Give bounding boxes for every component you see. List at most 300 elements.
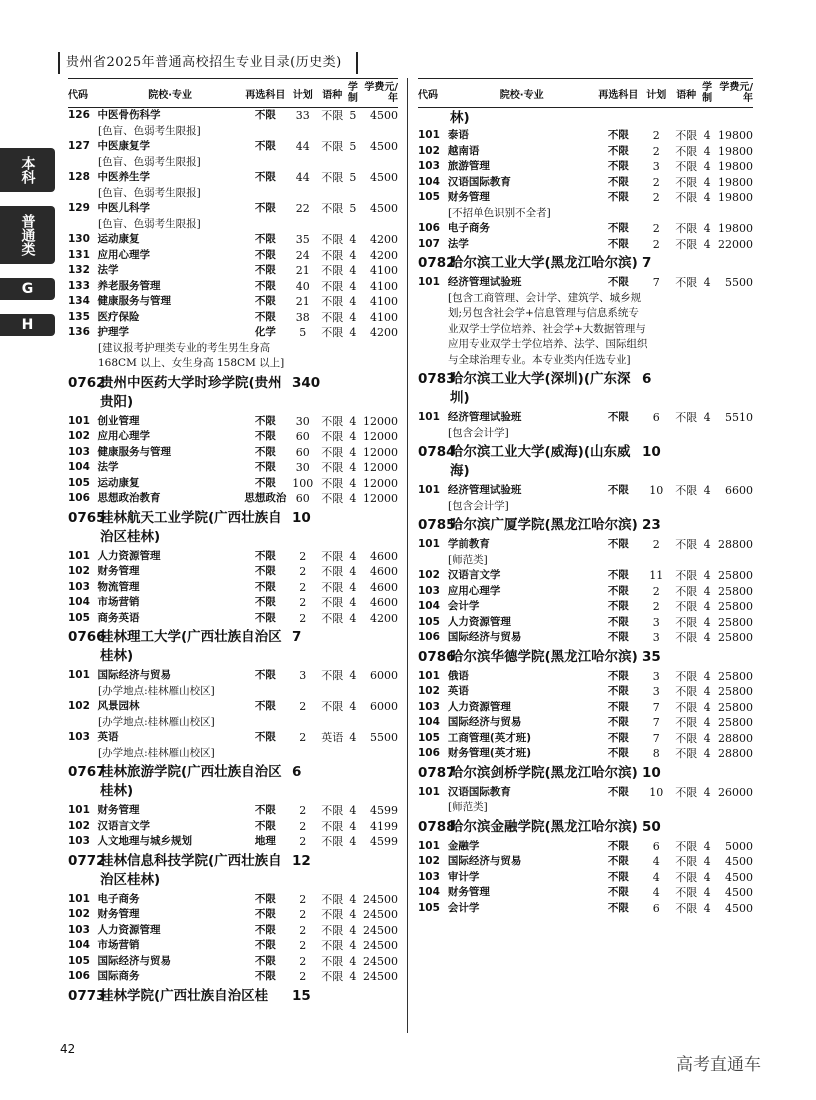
major-subject: 不限	[254, 295, 276, 307]
major-note: [色盲、色弱考生限报]	[98, 217, 201, 230]
school-code: 0784	[418, 444, 456, 460]
major-subject: 不限	[254, 700, 276, 712]
major-fee: 24500	[363, 970, 398, 983]
major-language: 不限	[675, 276, 698, 289]
major-subject: 不限	[607, 886, 629, 898]
major-row	[418, 599, 753, 615]
major-name: 泰语	[447, 129, 469, 141]
major-code: 106	[418, 222, 440, 234]
major-code: 132	[68, 264, 90, 276]
major-plan: 7	[652, 700, 660, 714]
major-plan: 2	[652, 237, 660, 251]
major-plan: 2	[299, 970, 307, 983]
major-plan: 4	[652, 870, 660, 884]
major-subject: 不限	[254, 819, 276, 832]
major-years: 4	[703, 191, 711, 204]
major-years: 4	[703, 538, 711, 551]
major-name: 市场营销	[97, 939, 140, 951]
major-language: 不限	[675, 538, 698, 551]
major-plan: 3	[652, 669, 660, 683]
major-years: 4	[349, 596, 357, 609]
major-language: 不限	[675, 700, 698, 714]
major-row	[418, 275, 753, 291]
major-name: 护理学	[97, 326, 129, 338]
major-language: 不限	[675, 411, 698, 424]
major-name: 经济管理试验班	[447, 276, 522, 288]
major-note: [包含工商管理、会计学、建筑学、城乡规划;另包含社会学+信息管理与信息系统专业双学士学位培养、社会学+大数据管理与应用专业双学士学位培养、法学、国际组织与全球治理专业。本专业类内任选专业]	[448, 291, 648, 366]
major-years: 4	[703, 886, 711, 899]
major-language: 不限	[321, 954, 344, 968]
school-total: 7	[292, 629, 302, 645]
major-row	[68, 699, 398, 715]
major-row	[68, 414, 398, 430]
major-language: 不限	[675, 631, 698, 644]
major-plan: 2	[299, 580, 307, 594]
major-years: 5	[349, 109, 357, 122]
major-row	[418, 584, 753, 600]
major-fee: 4500	[370, 171, 398, 184]
major-plan: 2	[652, 584, 660, 598]
major-note: [色盲、色弱考生限报]	[98, 186, 201, 199]
major-code: 101	[418, 411, 440, 423]
major-row	[68, 294, 398, 310]
school-code: 0782	[418, 255, 456, 271]
major-name: 英语	[97, 731, 119, 743]
major-code: 103	[418, 700, 440, 713]
major-years: 4	[703, 716, 711, 729]
major-subject: 不限	[254, 939, 276, 951]
major-plan: 22	[295, 202, 310, 215]
major-years: 4	[703, 901, 711, 915]
major-years: 4	[349, 611, 357, 625]
major-code: 104	[418, 886, 440, 898]
major-name: 财务管理(英才班)	[447, 747, 532, 759]
major-subject: 不限	[607, 569, 629, 581]
major-code: 104	[418, 716, 440, 728]
major-years: 4	[703, 839, 711, 853]
major-name: 学前教育	[447, 538, 490, 550]
major-code: 128	[68, 171, 90, 183]
school-row	[418, 254, 753, 273]
major-fee: 25800	[717, 685, 753, 698]
major-name: 思想政治教育	[97, 492, 161, 504]
school-row	[68, 987, 398, 1006]
major-years: 4	[703, 569, 711, 582]
major-name: 应用心理学	[447, 584, 501, 597]
major-row	[68, 803, 398, 819]
major-code: 101	[418, 129, 440, 141]
major-subject: 不限	[607, 631, 629, 643]
major-code: 129	[68, 202, 90, 214]
major-years: 5	[349, 140, 357, 153]
major-code: 102	[68, 908, 90, 920]
major-code: 101	[418, 276, 440, 288]
school-total: 340	[292, 374, 321, 391]
major-subject: 不限	[607, 700, 629, 713]
major-language: 不限	[321, 835, 344, 848]
school-name: 桂林学院(广西壮族自治区桂	[100, 987, 269, 1004]
major-code: 106	[68, 970, 90, 982]
major-language: 不限	[321, 476, 344, 490]
major-fee: 19800	[717, 175, 753, 189]
major-fee: 4199	[370, 819, 398, 833]
major-years: 4	[349, 295, 357, 308]
major-subject: 思想政治	[244, 492, 287, 504]
major-code: 134	[68, 295, 90, 307]
major-name: 经济管理试验班	[447, 484, 522, 496]
major-language: 不限	[321, 819, 344, 833]
major-code: 103	[68, 923, 90, 936]
major-name: 汉语言文学	[97, 819, 150, 832]
major-years: 4	[703, 175, 711, 189]
major-fee: 5510	[724, 411, 753, 424]
major-note: [师范类]	[448, 801, 488, 813]
major-name: 中医儿科学	[97, 202, 150, 214]
major-language: 不限	[675, 129, 698, 142]
side-tab: 普通类	[0, 206, 55, 264]
major-code: 105	[418, 901, 440, 914]
major-name: 电子商务	[97, 892, 140, 905]
major-note: [色盲、色弱考生限报]	[98, 155, 201, 168]
major-row	[68, 954, 398, 970]
major-plan: 2	[299, 700, 307, 713]
major-years: 4	[349, 414, 357, 428]
major-code: 103	[418, 584, 440, 597]
major-subject: 不限	[607, 600, 629, 612]
major-name: 旅游管理	[447, 160, 490, 172]
major-note: [不招单色识别不全者]	[448, 206, 551, 219]
major-fee: 12000	[363, 476, 398, 490]
major-language: 不限	[675, 160, 698, 173]
major-plan: 2	[299, 923, 307, 937]
major-fee: 4200	[370, 248, 398, 262]
major-row	[68, 429, 398, 445]
school-name: 哈尔滨剑桥学院(黑龙江哈尔滨)	[450, 764, 638, 781]
major-years: 4	[349, 804, 357, 817]
major-code: 133	[68, 279, 90, 292]
major-subject: 不限	[254, 445, 276, 458]
major-subject: 不限	[607, 855, 629, 867]
school-code: 0766	[68, 629, 106, 645]
major-fee: 4200	[370, 233, 398, 246]
major-row	[68, 263, 398, 279]
major-years: 4	[349, 939, 357, 952]
major-fee: 19800	[717, 144, 753, 158]
major-language: 不限	[321, 233, 344, 246]
school-name: 桂林信息科技学院(广西壮族自治区桂林)	[100, 852, 282, 888]
major-plan: 2	[652, 144, 660, 158]
school-code: 0785	[418, 517, 456, 533]
major-years: 4	[703, 276, 711, 289]
major-subject: 不限	[607, 685, 629, 697]
major-name: 健康服务与管理	[97, 295, 171, 307]
major-name: 汉语国际教育	[447, 175, 511, 188]
school-row	[418, 818, 753, 837]
major-language: 不限	[675, 615, 698, 629]
major-name: 商务英语	[97, 611, 140, 624]
school-total: 35	[642, 648, 661, 665]
school-name: 哈尔滨金融学院(黑龙江哈尔滨)	[450, 818, 638, 835]
major-years: 4	[349, 923, 357, 937]
major-plan: 7	[652, 731, 660, 745]
major-subject: 不限	[607, 276, 629, 288]
major-subject: 不限	[607, 785, 629, 798]
column-divider	[407, 78, 408, 1033]
major-row	[68, 834, 398, 850]
major-years: 4	[349, 835, 357, 848]
major-name: 人文地理与城乡规划	[97, 835, 192, 847]
major-fee: 28800	[717, 538, 753, 551]
major-row	[68, 611, 398, 627]
major-plan: 5	[299, 326, 307, 339]
major-language: 不限	[675, 484, 698, 497]
col-header-plan: 计划	[646, 89, 667, 101]
major-row	[418, 885, 753, 901]
major-language: 不限	[321, 109, 344, 122]
major-code: 104	[68, 596, 90, 608]
major-row	[418, 854, 753, 870]
major-fee: 4100	[370, 295, 398, 308]
major-years: 4	[703, 144, 711, 158]
col-header-language: 语种	[322, 89, 343, 101]
major-language: 不限	[321, 202, 344, 215]
major-language: 不限	[675, 584, 698, 598]
major-plan: 60	[295, 445, 310, 459]
left-column	[68, 78, 398, 1008]
major-years: 4	[703, 855, 711, 868]
major-subject: 化学	[254, 326, 276, 338]
major-fee: 25800	[717, 600, 753, 613]
major-plan: 2	[652, 175, 660, 189]
major-years: 4	[349, 892, 357, 906]
major-years: 4	[703, 584, 711, 598]
major-plan: 6	[652, 839, 660, 853]
major-subject: 不限	[254, 140, 276, 152]
major-row	[68, 232, 398, 248]
major-plan: 7	[652, 716, 660, 729]
major-code: 101	[68, 804, 90, 816]
major-years: 4	[703, 731, 711, 745]
major-row	[418, 190, 753, 206]
right-column-body	[418, 108, 753, 916]
col-header-subject: 再选科目	[245, 89, 286, 101]
major-plan: 3	[652, 685, 660, 698]
major-name: 法学	[97, 264, 119, 276]
major-name: 健康服务与管理	[97, 445, 171, 458]
school-name: 哈尔滨工业大学(威海)(山东威海)	[450, 444, 631, 479]
major-language: 不限	[675, 747, 698, 760]
major-years: 4	[703, 411, 711, 424]
major-row	[418, 684, 753, 700]
major-row	[418, 410, 753, 426]
major-fee: 5500	[370, 731, 398, 744]
major-fee: 4500	[370, 202, 398, 215]
major-name: 法学	[447, 237, 469, 250]
major-name: 会计学	[447, 600, 480, 612]
major-subject: 不限	[254, 430, 276, 442]
major-years: 4	[703, 237, 711, 251]
major-plan: 2	[299, 565, 307, 578]
major-code: 105	[418, 731, 440, 744]
major-fee: 28800	[717, 747, 753, 760]
major-name: 中医康复学	[97, 140, 150, 152]
major-fee: 4100	[370, 264, 398, 277]
major-row	[418, 221, 753, 237]
major-code: 105	[68, 954, 90, 967]
major-years: 4	[349, 476, 357, 490]
major-language: 不限	[321, 804, 344, 817]
major-code: 105	[418, 615, 440, 628]
major-subject: 不限	[254, 248, 276, 261]
major-subject: 不限	[607, 584, 629, 597]
major-subject: 不限	[254, 892, 276, 905]
school-name: 哈尔滨广厦学院(黑龙江哈尔滨)	[450, 517, 638, 533]
major-language: 不限	[321, 596, 344, 609]
major-years: 4	[349, 310, 357, 324]
major-row	[68, 580, 398, 596]
major-fee: 6600	[724, 484, 753, 497]
major-name: 人力资源管理	[447, 615, 511, 628]
major-fee: 25800	[717, 569, 753, 582]
major-plan: 7	[652, 276, 660, 289]
major-row	[68, 923, 398, 939]
major-row	[68, 445, 398, 461]
col-header-name: 院校·专业	[499, 89, 544, 101]
major-fee: 12000	[363, 461, 398, 474]
major-subject: 不限	[607, 747, 629, 759]
major-years: 4	[703, 685, 711, 698]
major-plan: 60	[295, 430, 310, 443]
major-fee: 19800	[717, 191, 753, 204]
school-name: 桂林理工大学(广西壮族自治区桂林)	[100, 629, 282, 664]
major-row	[418, 175, 753, 191]
major-fee: 4600	[370, 549, 398, 563]
major-language: 不限	[321, 565, 344, 578]
major-subject: 不限	[607, 144, 629, 157]
major-language: 不限	[675, 785, 698, 799]
school-code: 0765	[68, 509, 106, 526]
major-code: 126	[68, 109, 90, 121]
major-name: 中医养生学	[97, 171, 150, 183]
major-years: 4	[349, 233, 357, 246]
major-language: 不限	[321, 430, 344, 443]
major-name: 财务管理	[447, 191, 490, 203]
major-years: 4	[349, 279, 357, 293]
major-language: 不限	[321, 414, 344, 428]
major-code: 106	[418, 631, 440, 643]
major-subject: 不限	[607, 716, 629, 728]
page-header-title: 贵州省2025年普通高校招生专业目录(历史类)	[66, 55, 342, 70]
major-language: 不限	[321, 970, 344, 983]
major-language: 不限	[675, 855, 698, 868]
school-name: 贵州中医药大学时珍学院(贵州贵阳)	[100, 374, 282, 410]
major-subject: 不限	[254, 202, 276, 214]
major-row	[68, 938, 398, 954]
major-name: 应用心理学	[97, 430, 150, 442]
major-code: 105	[418, 191, 440, 203]
major-name: 人力资源管理	[97, 923, 161, 936]
major-row	[418, 615, 753, 631]
major-name: 风景园林	[97, 700, 140, 712]
major-fee: 25800	[717, 669, 753, 683]
col-header-fee: 学费元/年	[719, 82, 753, 104]
major-fee: 4100	[370, 310, 398, 324]
major-language: 不限	[321, 580, 344, 594]
col-header-plan: 计划	[292, 89, 313, 101]
col-header-subject: 再选科目	[598, 89, 639, 101]
school-row	[68, 509, 398, 547]
school-row	[418, 516, 753, 535]
major-name: 经济管理试验班	[447, 411, 522, 423]
school-name: 桂林航天工业学院(广西壮族自治区桂林)	[100, 509, 282, 545]
left-column-header	[68, 78, 398, 108]
major-plan: 2	[299, 804, 307, 817]
major-fee: 5000	[724, 839, 753, 853]
right-column	[418, 78, 753, 916]
major-fee: 6000	[370, 669, 398, 682]
major-row	[68, 907, 398, 923]
major-fee: 4500	[724, 855, 753, 868]
major-subject: 不限	[607, 222, 629, 234]
major-name: 财务管理	[97, 908, 140, 920]
major-code: 130	[68, 233, 90, 245]
major-name: 越南语	[447, 144, 480, 157]
major-name: 审计学	[447, 870, 480, 883]
major-row	[68, 668, 398, 684]
major-language: 英语	[321, 731, 344, 744]
major-fee: 12000	[363, 414, 398, 428]
major-language: 不限	[321, 939, 344, 952]
major-name: 金融学	[447, 839, 480, 852]
school-total: 10	[642, 764, 661, 781]
major-plan: 24	[295, 248, 310, 262]
major-fee: 4500	[724, 870, 753, 884]
major-language: 不限	[675, 175, 698, 189]
side-tabs	[0, 148, 55, 350]
major-name: 运动康复	[97, 233, 140, 245]
major-language: 不限	[675, 191, 698, 204]
school-name: 哈尔滨华德学院(黑龙江哈尔滨)	[450, 648, 638, 665]
major-name: 俄语	[447, 669, 469, 682]
major-code: 103	[68, 445, 90, 458]
school-total: 50	[642, 818, 661, 835]
major-subject: 不限	[607, 484, 629, 496]
major-row	[418, 159, 753, 175]
major-language: 不限	[321, 492, 344, 505]
major-row	[68, 279, 398, 295]
major-years: 4	[703, 700, 711, 714]
major-language: 不限	[321, 445, 344, 459]
major-language: 不限	[675, 901, 698, 915]
school-code: 0787	[418, 764, 456, 781]
major-name: 人力资源管理	[447, 700, 511, 713]
major-code: 101	[68, 549, 90, 562]
major-plan: 30	[295, 414, 310, 428]
major-subject: 不限	[254, 954, 276, 967]
side-tab: H	[0, 314, 55, 336]
major-code: 102	[418, 855, 440, 867]
school-total: 10	[292, 509, 311, 526]
major-name: 会计学	[447, 901, 480, 914]
watermark: 高考直通车	[676, 1055, 761, 1075]
school-total: 15	[292, 987, 311, 1004]
major-years: 4	[349, 565, 357, 578]
school-row	[418, 764, 753, 783]
major-subject: 不限	[254, 970, 276, 982]
major-fee: 5500	[724, 276, 753, 289]
major-code: 105	[68, 611, 90, 624]
major-plan: 4	[652, 886, 660, 899]
